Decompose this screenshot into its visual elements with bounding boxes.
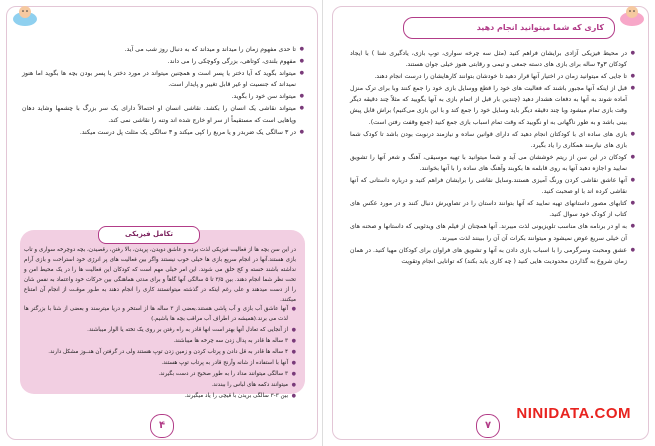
list-item: ● در ۳ سالگی یک ضربدر و یا مربع را کپی میکند و ۳ سالگی یک مثلث پل درست میکند. <box>22 127 304 138</box>
right-page <box>326 0 655 446</box>
list-item: ● آنها با استفاده از شانه وآرنج قادر به پرتاب توپ هستند. <box>24 359 296 369</box>
list-item: ● به او در برنامه های مناسب تلویزیونی لذت میبرند. آنها همچنان از فیلم های ویدئویی که داستانها و صحنه های آن خیلی سریع عوض نمیشود و میتوانند بکرات آن آن را ببینند لذت میبرند. <box>350 221 635 243</box>
list-item: ● میتوانند دکمه های لباس را ببندند. <box>24 381 296 391</box>
list-item: ● کودکان در این سن از ریتم خوششان می آید و شما میتوانید با تهیه موسیقی، آهنگ و شعر آنها را تشویق نمایید و اجازه دهید آنها به روی قابلمه ها بکوبند وآهنگ های ساده را با آنها بخوانند. <box>350 152 635 174</box>
list-item: ● کتابهای مصور داستانهای تهیه نمایید که آنها بتوانند داستان را در تصاویرش دنبال کنند و در مورد عکس های کتاب از کودک خود سوال کنید. <box>350 198 635 220</box>
list-item: ● بازی های ساده ای با کودکتان انجام دهید که دارای قوانین ساده و نیازمند درنوبت بودن باشد تا کودک شما بازی های نیازمند همکاری را یاد بگیرد. <box>350 129 635 151</box>
list-item: ● ۴ ساله ها قادر به قل دادن و پرتاب کردن و زمین زدن توپ هستند ولی در گرفتن آن هنــوز مشکل دارند. <box>24 348 296 358</box>
left-page <box>0 0 323 446</box>
watermark: NINIDATA.COM <box>516 405 631 422</box>
baby-illustration-icon <box>10 4 40 28</box>
list-item: ● میتواند نقاشی یک انسان را بکشد. نقاشی انسان او احتمالاً دارای یک سر بزرگ با چشمها وشاید دهان وپاهایی است که مستقیماً از سر او خارج شده اند وتنه را نقاشی نمی کند. <box>22 103 304 125</box>
page-number: ۷ <box>476 414 500 438</box>
page-number: ۴ <box>150 414 174 438</box>
box-title: تکامل فیزیکی <box>98 226 200 244</box>
banner-title: کاری که شما میتوانید انجام دهید <box>476 23 604 32</box>
list-item: ● میتواند بگوید که آیا دختر یا پسر است و همچنین میتواند در مورد دختر یا پسر بودن بچه ها بگوید اما هنوز نمیداند که جنسیت او غیر قابل تغییر و پایدار است. <box>22 68 304 90</box>
section-banner <box>403 17 615 39</box>
right-bullet-list <box>350 48 635 268</box>
list-item: ● میتواند سن خود را بگوید. <box>22 91 304 102</box>
baby-illustration-icon <box>617 4 647 28</box>
box-content <box>24 246 296 403</box>
list-item: ● بین ۳-۳ سالگی بریدن با قیچی را یاد میگیرند. <box>24 392 296 402</box>
list-item: ● آنها عاشق نقاشی کردن ورنگ آمیزی هستند.وسایل نقاشی را برایشان فراهم کنید و درباره داستانی که آنها نقاشی کرده اند با او صحبت کنید. <box>350 175 635 197</box>
list-item: ● از آنجایی که تعادل آنها بهتر است انها قادر به راه رفتن بر روی یک تخته یا الوار میباشند. <box>24 326 296 336</box>
left-bullet-list <box>22 44 304 139</box>
list-item: ● ۳ ساله ها قادر به پدال زدن سه چرخه ها میباشند. <box>24 337 296 347</box>
list-item: ● تا جایی که میتوانید زمان در اختیار آنها قرار دهید تا خودشان بتوانند کارهایشان را درست انجام دهند. <box>350 71 635 82</box>
list-item: ● در محیط فیزیکی آزادی برایشان فراهم کنید (مثل سه چرخه سواری، توپ بازی، یادگیری شنا ) با ایجاد کودکان ۳و۴ ساله برای بازی های دسته جمعی و تیمی و رقابتی هنوز خیلی جوان هستند. <box>350 48 635 70</box>
list-item: ● مفهوم بلندی، کوتاهی، بزرگی وکوچکی را می داند. <box>22 56 304 67</box>
list-item: ● تا حدی مفهوم زمان را میداند و میداند که به دنبال روز شب می آید. <box>22 44 304 55</box>
box-intro: در این سن بچه ها از فعالیت فیزیکی لذت برده و عاشق دویدن، پریدن، بالا رفتن، رقصیدن، بچه دوچرخه سواری و تاب بازی هستند.آنها در انجام سریع بازی ها خیلی خوب نیستند واگر بین فعالیت های پر انرژی خود استراحت و بازی آرام نداشته باشند خسته و کج خلق می شوند. این امر خیلی مهم است که کودکان این فعالیت ها را در یک محیط امن و تحت نظر شما انجام دهند. بین ۳/۵ تا ۵ سالگی آنها گاهاً و برای مدتی هماهنگی بین حرکات خود واعتماد به نفس شان را از دست میدهند و علی رغم اینکه در گذشته میتوانستند کاری را انجام دهند به طـور موقـت از انجام آن امتناع میکنند. <box>24 247 296 303</box>
list-item: ● ۳ سالگی میتوانند مداد را به طور صحیح در دست بگیرند. <box>24 370 296 380</box>
list-item: ● عشق ومحبت وسرگرمی را با اسباب بازی دادن به آنها و تشویق های فراوان برای کودکان مهیا کنید. در همان زمان شروع به گذاردن محدودیت هایی کنید ( چه کاری باید بکند) که توانایی انجام وتقویت <box>350 245 635 267</box>
list-item: ● قبل از اینکه آنها مجبور باشند که فعالیت های خود را قطع ووسایل بازی خود را جمع کنند وبا برای ترک منزل آماده شوند به آنها به دفعات هشدار دهید (چندین بار قبل از اتمام بازی به آنها بگویید که مثلاً چند دقیقه دیگر وقت بازی تمام میشود وبا چند دقیقه دیگر باید وسایل خود را جمع کند و با این بازی می‌کنیم) براش قابل پیش بینی باشد و به طور ناگهانی به او نگویید که وقت تمام اسباب بازی جمع کنید (جمع وقفت رفتن است). <box>350 83 635 127</box>
list-item: ● آنها عاشق آب بازی و آب پاشی هستند.بعضی از ۳ ساله ها از استخر و دریا میترسند و بعضی از شنا با بزرگتر ها لذت می برند.(همیشه در اطراف آب مراقب بچه ها باشیم.) <box>24 305 296 325</box>
